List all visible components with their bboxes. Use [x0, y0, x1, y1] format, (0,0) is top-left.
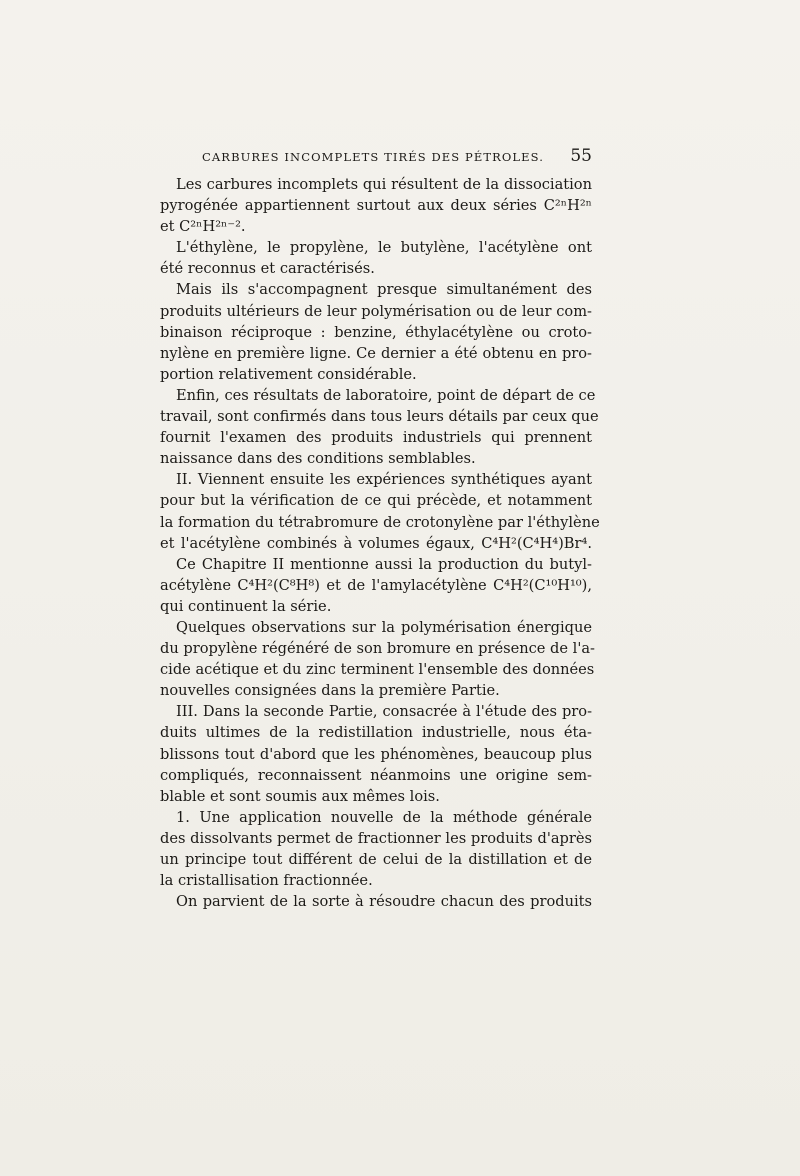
text-line: et l'acétylène combinés à volumes égaux, C⁴H²(C⁴H⁴)Br⁴.: [160, 534, 592, 552]
text-line: On parvient de la sorte à résoudre chacun des produits: [176, 893, 592, 911]
text-line: naissance dans des conditions semblables.: [160, 450, 476, 468]
text-line: L'éthylène, le propylène, le butylène, l'acétylène ont: [176, 239, 592, 257]
text-line: Les carbures incomplets qui résultent de la dissociation: [176, 176, 592, 193]
text-line: Ce Chapitre II mentionne aussi la production du butyl-: [176, 555, 592, 573]
running-head: CARBURES INCOMPLETS TIRÉS DES PÉTROLES.: [202, 150, 544, 164]
text-line: 1. Une application nouvelle de la méthode générale: [176, 808, 592, 826]
text-line: Enfin, ces résultats de laboratoire, point de départ de ce: [176, 386, 596, 404]
text-line: fournit l'examen des produits industriels qui prennent: [160, 429, 592, 447]
text-line: acétylène C⁴H²(C⁸H⁸) et de l'amylacétylène C⁴H²(C¹⁰H¹⁰),: [160, 576, 592, 594]
text-line: nouvelles consignées dans la première Partie.: [160, 682, 500, 700]
text-line: nylène en première ligne. Ce dernier a été obtenu en pro-: [160, 344, 592, 362]
text-line: blable et sont soumis aux mêmes lois.: [160, 787, 440, 805]
text-line: du propylène régénéré de son bromure en présence de l'a-: [160, 640, 595, 658]
text-line: III. Dans la seconde Partie, consacrée à l'étude des pro-: [176, 703, 592, 721]
text-line: compliqués, reconnaissent néanmoins une origine sem-: [160, 766, 592, 784]
text-line: Mais ils s'accompagnent presque simultanément des: [176, 281, 592, 299]
page-number: 55: [570, 146, 592, 166]
text-line: qui continuent la série.: [160, 597, 332, 615]
text-line: binaison réciproque : benzine, éthylacétylène ou croto-: [160, 323, 592, 341]
text-line: pyrogénée appartiennent surtout aux deux séries C²ⁿH²ⁿ: [160, 197, 592, 215]
text-line: la cristallisation fractionnée.: [160, 872, 373, 890]
text-line: travail, sont confirmés dans tous leurs détails par ceux que: [160, 408, 599, 426]
text-line: et C²ⁿH²ⁿ⁻².: [160, 218, 246, 236]
text-line: produits ultérieurs de leur polymérisation ou de leur com-: [160, 302, 592, 320]
text-line: un principe tout différent de celui de la distillation et de: [160, 851, 592, 868]
text-line: cide acétique et du zinc terminent l'ensemble des données: [160, 661, 595, 679]
text-line: duits ultimes de la redistillation industrielle, nous éta-: [160, 724, 592, 742]
text-line: été reconnus et caractérisés.: [160, 260, 375, 278]
text-line: pour but la vérification de ce qui précède, et notamment: [160, 492, 592, 510]
body-text: [160, 174, 600, 912]
text-line: des dissolvants permet de fractionner les produits d'après: [160, 829, 592, 847]
text-line: II. Viennent ensuite les expériences synthétiques ayant: [176, 471, 592, 489]
text-line: la formation du tétrabromure de crotonylène par l'éthylène: [160, 513, 600, 531]
page-header: [160, 146, 592, 170]
text-line: Quelques observations sur la polymérisation énergique: [176, 618, 592, 636]
text-line: blissons tout d'abord que les phénomènes, beaucoup plus: [160, 745, 592, 763]
text-line: portion relativement considérable.: [160, 365, 417, 383]
